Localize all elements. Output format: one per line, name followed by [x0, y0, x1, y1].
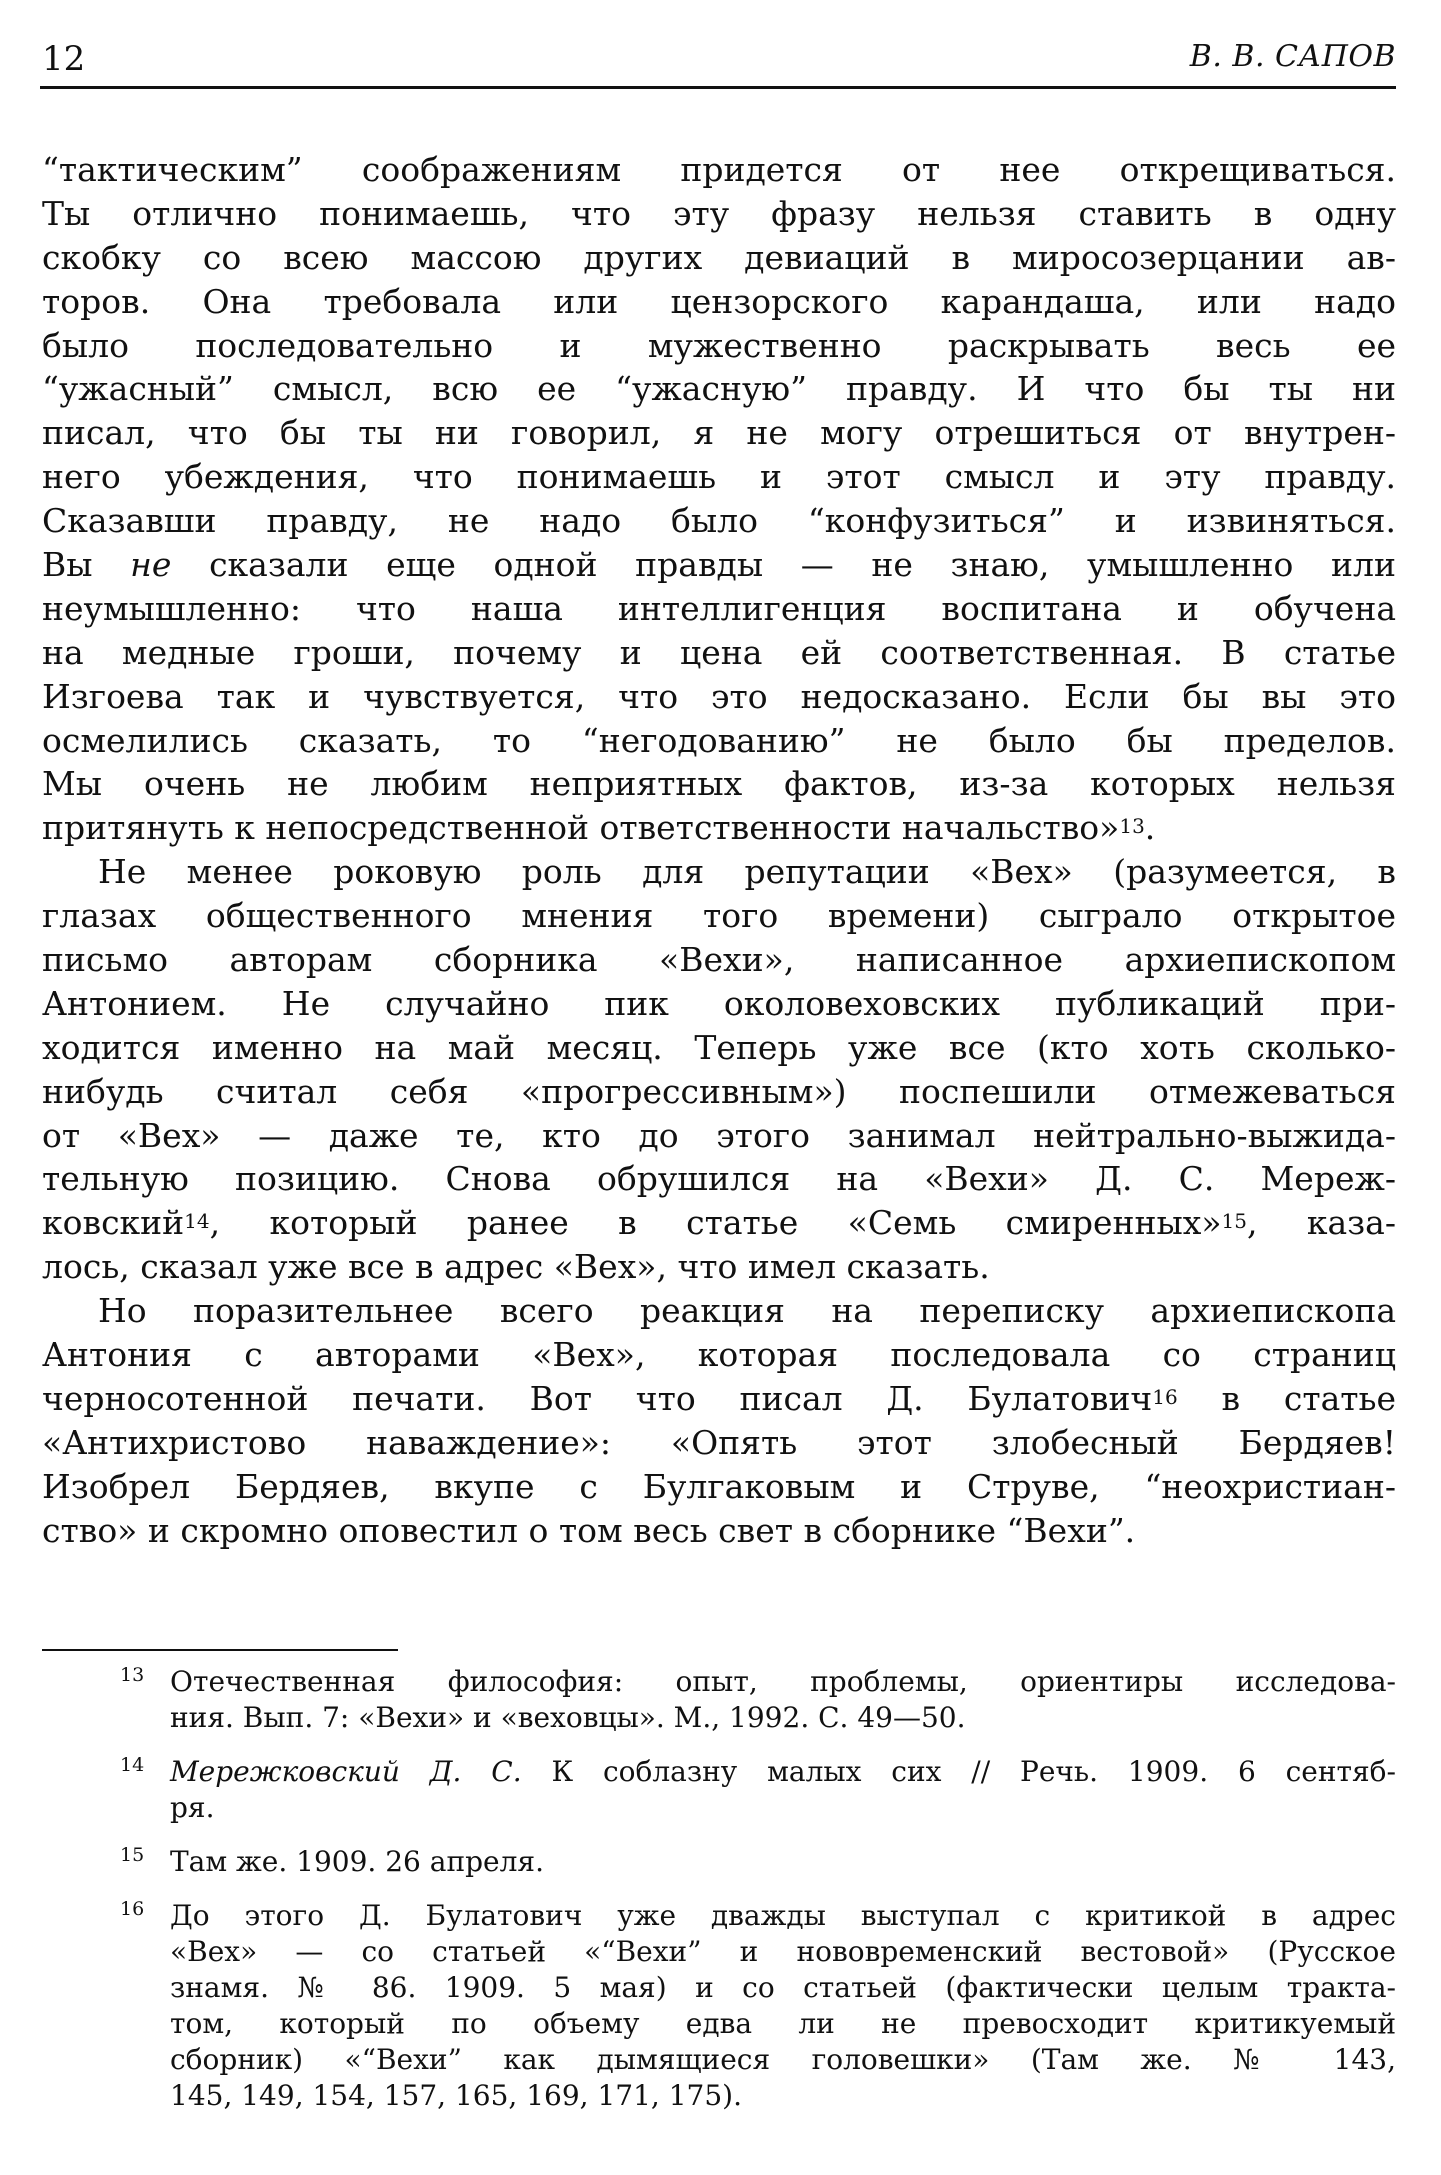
body-line: на медные гроши, почему и цена ей соответственная. В статье [42, 632, 1396, 672]
body-line: от «Вех» — даже те, кто до этого занимал нейтрально-выжида- [42, 1115, 1396, 1155]
body-line: нибудь считал себя «прогрессивным») поспешили отмежеваться [42, 1071, 1396, 1111]
footnote-13 [42, 1664, 1396, 1736]
body-line: него убеждения, что понимаешь и этот смысл и эту правду. [42, 457, 1396, 497]
footnotes [42, 1664, 1396, 2132]
footnote-author: Мережковский Д. С. [170, 1755, 522, 1788]
body-line: ходится именно на май месяц. Теперь уже все (кто хоть сколько- [42, 1027, 1396, 1067]
footnote-line: Там же. 1909. 26 апреля. [170, 1845, 544, 1878]
body-line: «Антихристово наваждение»: «Опять этот злобесный Бердяев! [42, 1422, 1396, 1462]
body-line: притянуть к непосредственной ответственности начальство»$^{13}$. [42, 808, 1156, 848]
footnote-number: 15 [120, 1844, 145, 1866]
body-line: ство» и скромно оповестил о том весь свет в сборнике “Вехи”. [42, 1510, 1136, 1550]
body-line: торов. Она требовала или цензорского карандаша, или надо [42, 281, 1396, 321]
footnote-line: знамя. № 86. 1909. 5 мая) и со статьей (фактически целым тракта- [170, 1971, 1396, 2004]
body-line: было последовательно и мужественно раскрывать весь ее [42, 325, 1396, 365]
footnote-15 [42, 1844, 1396, 1880]
body-line: писал, что бы ты ни говорил, я не могу отрешиться от внутрен- [42, 413, 1396, 453]
body-line: “тактическим” соображениям придется от нее открещиваться. [42, 150, 1396, 189]
body-line: Изгоева так и чувствуется, что это недосказано. Если бы вы это [42, 676, 1396, 716]
footnote-16 [42, 1898, 1396, 2114]
body-line: Вы не сказали еще одной правды — не знаю, умышленно или [42, 545, 1396, 585]
body-line: Антония с авторами «Вех», которая последовала со страниц [42, 1335, 1396, 1375]
page-header [40, 33, 1396, 85]
header-rule [40, 86, 1396, 89]
footnote-number: 13 [120, 1664, 145, 1686]
footnote-number: 16 [120, 1898, 145, 1920]
body-line: письмо авторам сборника «Вехи», написанное архиепископом [42, 940, 1396, 980]
footnote-line: Мережковский Д. С. К соблазну малых сих // Речь. 1909. 6 сентяб- [170, 1755, 1396, 1788]
footnote-line: До этого Д. Булатович уже дважды выступал с критикой в адрес [170, 1899, 1396, 1932]
body-line: черносотенной печати. Вот что писал Д. Булатович$^{16}$ в статье [42, 1378, 1396, 1418]
body-line: осмелились сказать, то “негодованию” не было бы пределов. [42, 720, 1396, 760]
footnote-ref: 13 [1119, 814, 1145, 839]
body-line: Антонием. Не случайно пик околовеховских публикаций при- [42, 983, 1396, 1023]
footnote-ref: 16 [1152, 1384, 1178, 1409]
body-line: Ты отлично понимаешь, что эту фразу нельзя ставить в одну [42, 193, 1396, 233]
body-line: неумышленно: что наша интеллигенция воспитана и обучена [42, 588, 1396, 628]
body-line: ковский$^{14}$, который ранее в статье «Семь смиренных»$^{15}$, каза- [42, 1203, 1396, 1243]
body-line: Изобрел Бердяев, вкупе с Булгаковым и Струве, “неохристиан- [42, 1466, 1396, 1506]
page-number: 12 [42, 39, 86, 79]
footnote-line: том, который по объему едва ли не превосходит критикуемый [170, 2007, 1396, 2040]
footnote-ref: 14 [184, 1209, 210, 1234]
body-line: лось, сказал уже все в адрес «Вех», что имел сказать. [42, 1247, 990, 1287]
footnote-line: 145, 149, 154, 157, 165, 169, 171, 175). [170, 2079, 742, 2112]
body-line: Не менее роковую роль для репутации «Вех» (разумеется, в [98, 852, 1396, 892]
body-line: тельную позицию. Снова обрушился на «Вехи» Д. С. Мереж- [42, 1159, 1396, 1199]
body-line: Но поразительнее всего реакция на переписку архиепископа [98, 1291, 1396, 1331]
main-text [42, 148, 1396, 1553]
footnote-14 [42, 1754, 1396, 1826]
body-line: скобку со всею массою других девиаций в миросозерцании ав- [42, 237, 1396, 277]
footnote-line: сборник) «“Вехи” как дымящиеся головешки» (Там же. № 143, [170, 2043, 1396, 2076]
running-head: В. В. САПОВ [1189, 39, 1396, 74]
footnote-line: Отечественная философия: опыт, проблемы, ориентиры исследова- [170, 1665, 1396, 1698]
body-line: Мы очень не любим неприятных фактов, из-за которых нельзя [42, 764, 1396, 804]
footnote-line: ния. Вып. 7: «Вехи» и «веховцы». М., 1992. С. 49—50. [170, 1701, 966, 1734]
footnote-line: «Вех» — со статьей «“Вехи” и нововременский вестовой» (Русское [170, 1935, 1396, 1968]
body-line: “ужасный” смысл, всю ее “ужасную” правду. И что бы ты ни [42, 369, 1396, 409]
footnote-line: ря. [170, 1791, 215, 1824]
body-line: глазах общественного мнения того времени) сыграло открытое [42, 896, 1396, 936]
footnote-number: 14 [120, 1754, 145, 1776]
footnote-ref: 15 [1221, 1209, 1247, 1234]
footnote-rule [42, 1649, 398, 1651]
body-line: Сказавши правду, не надо было “конфузиться” и извиняться. [42, 501, 1396, 541]
